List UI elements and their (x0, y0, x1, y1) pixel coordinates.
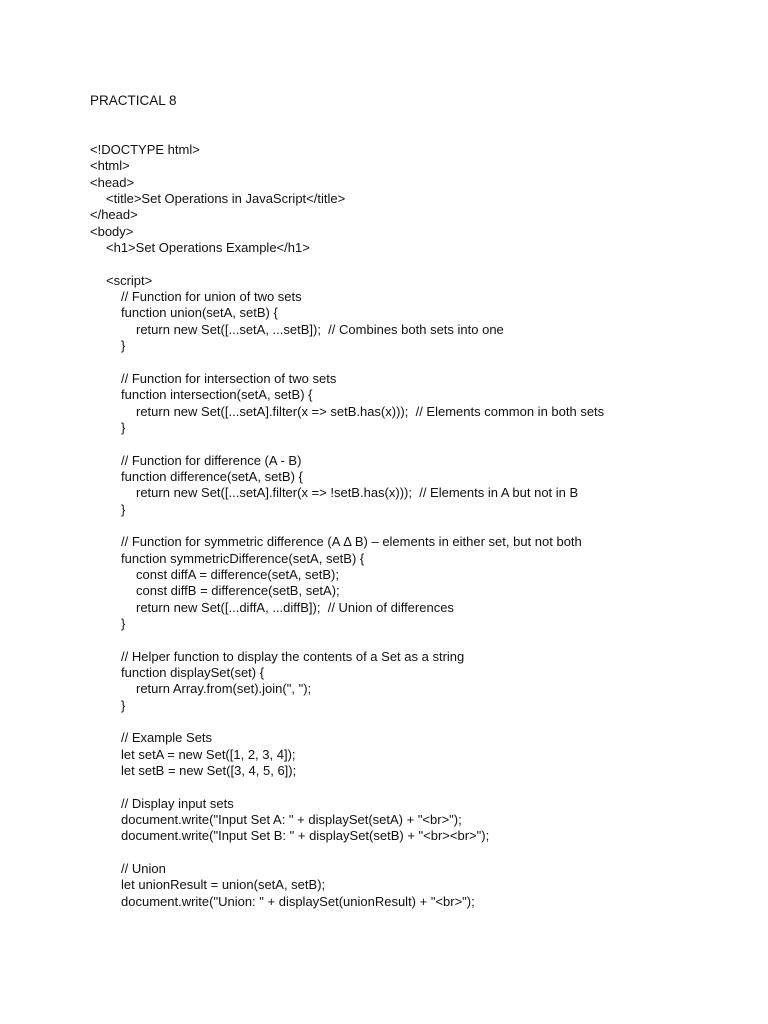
blank-line (90, 714, 750, 730)
code-line: const diffA = difference(setA, setB); (136, 566, 339, 582)
code-line: } (121, 338, 126, 354)
code-line: <head> (90, 174, 135, 190)
code-line: <title>Set Operations in JavaScript</title> (106, 191, 346, 207)
code-listing (90, 142, 750, 910)
code-line: return new Set([...setA].filter(x => setB.has(x))); // Elements common in both sets (136, 403, 605, 419)
document-title: PRACTICAL 8 (90, 93, 177, 108)
code-line: <body> (90, 223, 134, 239)
code-line: // Helper function to display the contents of a Set as a string (121, 648, 465, 664)
code-line: } (121, 697, 126, 713)
code-line: return Array.from(set).join(", "); (136, 681, 312, 697)
code-line: function union(setA, setB) { (121, 305, 278, 321)
code-line: // Example Sets (121, 730, 213, 746)
blank-line (90, 845, 750, 861)
blank-line (90, 632, 750, 648)
blank-line (90, 518, 750, 534)
code-line: return new Set([...setA, ...setB]); // Combines both sets into one (136, 321, 504, 337)
code-line: document.write("Input Set B: " + displaySet(setB) + "<br><br>"); (121, 828, 490, 844)
code-line: const diffB = difference(setB, setA); (136, 583, 340, 599)
code-line: function symmetricDifference(setA, setB) { (121, 550, 365, 566)
blank-line (90, 256, 750, 272)
code-line: return new Set([...diffA, ...diffB]); // Union of differences (136, 599, 454, 615)
blank-line (90, 436, 750, 452)
code-line: } (121, 419, 126, 435)
code-line: // Union (121, 861, 166, 877)
code-line: } (121, 615, 126, 631)
code-line: </head> (90, 207, 138, 223)
code-line: } (121, 501, 126, 517)
code-line: let unionResult = union(setA, setB); (121, 877, 326, 893)
code-line: function difference(setA, setB) { (121, 468, 303, 484)
code-line: <html> (90, 158, 130, 174)
code-line: document.write("Input Set A: " + displaySet(setA) + "<br>"); (121, 812, 462, 828)
code-line: // Function for symmetric difference (A Δ B) – elements in either set, but not both (121, 534, 582, 550)
code-line: return new Set([...setA].filter(x => !setB.has(x))); // Elements in A but not in B (136, 485, 579, 501)
code-line: let setA = new Set([1, 2, 3, 4]); (121, 746, 296, 762)
code-line: // Function for union of two sets (121, 289, 302, 305)
blank-line (90, 779, 750, 795)
code-line: <!DOCTYPE html> (90, 142, 200, 157)
code-line: <script> (106, 272, 153, 288)
code-line: // Display input sets (121, 795, 234, 811)
blank-line (90, 354, 750, 370)
code-line: document.write("Union: " + displaySet(unionResult) + "<br>"); (121, 893, 475, 909)
code-line: <h1>Set Operations Example</h1> (106, 240, 310, 256)
code-line: function intersection(setA, setB) { (121, 387, 313, 403)
code-line: // Function for intersection of two sets (121, 370, 337, 386)
code-line: // Function for difference (A - B) (121, 452, 302, 468)
code-line: function displaySet(set) { (121, 665, 265, 680)
code-line: let setB = new Set([3, 4, 5, 6]); (121, 763, 297, 779)
